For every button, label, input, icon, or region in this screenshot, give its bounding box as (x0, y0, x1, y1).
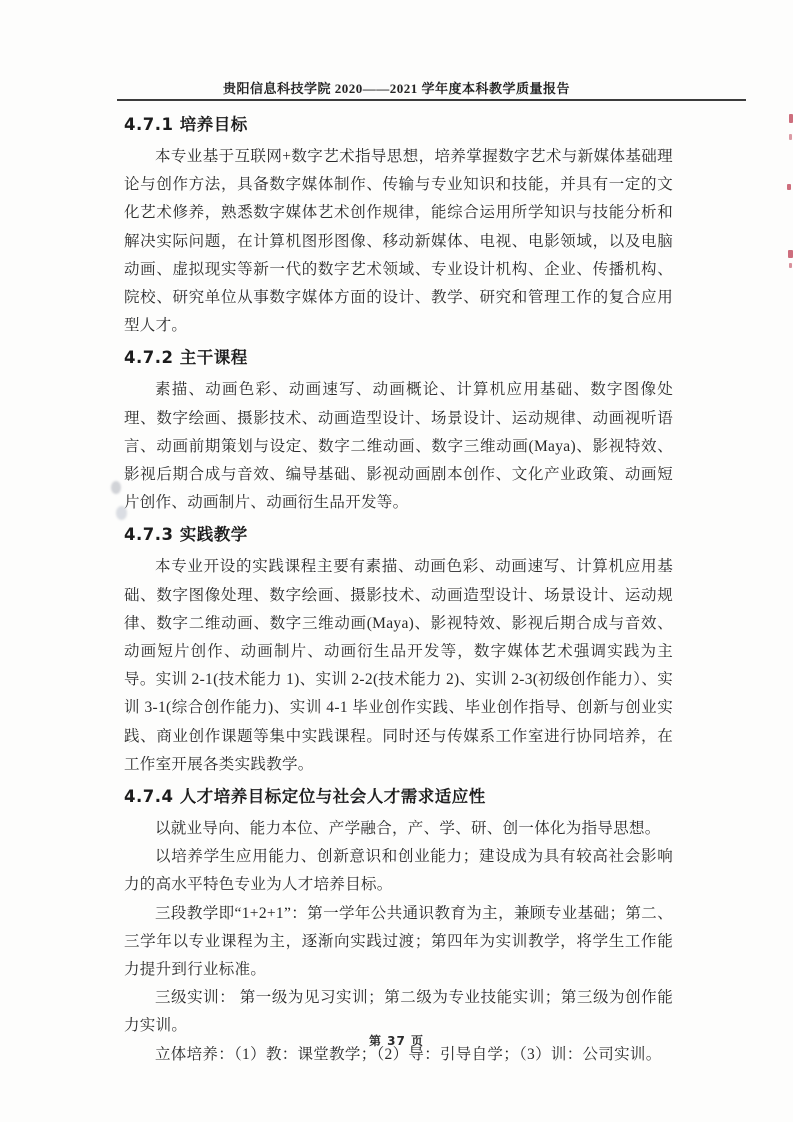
paragraph-guiding-principle: 以就业导向、能力本位、产学融合，产、学、研、创一体化为指导思想。 (155, 820, 661, 838)
red-ink-edge-mark (789, 114, 793, 123)
section-heading-4-7-4: 4.7.4 人才培养目标定位与社会人才需求适应性 (124, 787, 486, 807)
paragraph-three-level-training: 三级实训： 第一级为见习实训；第二级为专业技能实训；第三级为创作能力实训。 (124, 989, 673, 1035)
paragraph-training-objectives: 本专业基于互联网+数字艺术指导思想，培养掌握数字艺术与新媒体基础理论与创作方法，具备数字媒体制作、传输与专业知识和技能，并具有一定的文化艺术修养，熟悉数字媒体艺术创作规律，能综合运用所学知识与技能分析和解决实际问题，在计算机图形图像、移动新媒体、电视、电影领域，以及电脑动画、虚拟现实等新一代的数字艺术领域、专业设计机构、企业、传播机构、院校、研究单位从事数字媒体方面的设计、教学、研究和管理工作的复合应用型人才。 (124, 148, 673, 335)
paragraph-stereo-cultivation: 立体培养：（1）教：课堂教学；（2）导：引导自学；（3）训：公司实训。 (155, 1045, 662, 1063)
header-rule (117, 99, 746, 101)
red-ink-edge-mark (787, 184, 791, 190)
section-heading-4-7-1: 4.7.1 培养目标 (124, 115, 248, 134)
document-content (124, 114, 673, 1069)
red-ink-edge-mark (788, 250, 793, 258)
red-ink-edge-mark (789, 134, 792, 140)
page-header-title: 贵阳信息科技学院 2020——2021 学年度本科教学质量报告 (222, 81, 570, 96)
section-heading-4-7-2: 4.7.2 主干课程 (124, 348, 248, 368)
red-ink-edge-mark (789, 263, 792, 268)
paragraph-three-stage-teaching: 三段教学即“1+2+1”：第一学年公共通识教育为主，兼顾专业基础；第二、三学年以专业课程为主，逐渐向实践过渡；第四年为实训教学，将学生工作能力提升到行业标准。 (124, 904, 673, 979)
paragraph-training-goal: 以培养学生应用能力、创新意识和创业能力；建设成为具有较高社会影响力的高水平特色专业为人才培养目标。 (124, 848, 673, 894)
page-number: 第 37 页 (368, 1034, 425, 1048)
pencil-smudge (116, 506, 127, 520)
paragraph-practical-teaching: 本专业开设的实践课程主要有素描、动画色彩、动画速写、计算机应用基础、数字图像处理、数字绘画、摄影技术、动画造型设计、场景设计、运动规律、数字二维动画、数字三维动画(Maya)、影视特效、影视后期合成与音效、动画短片创作、动画制片、动画衍生品开发等，数字媒体艺术强调实践为主导。实训 2-1(技术能力 1)、实训 2-2(技术能力 2)、实训 2-3(初级创作能力）、实训 3-1(综合创作能力)、实训 4-1 毕业创作实践、毕业创作指导、创新与创业实践、商业创作课题等集中实践课程。同时还与传媒系工作室进行协同培养，在工作室开展各类实践教学。 (124, 558, 673, 773)
paragraph-main-courses: 素描、动画色彩、动画速写、动画概论、计算机应用基础、数字图像处理、数字绘画、摄影技术、动画造型设计、场景设计、运动规律、动画视听语言、动画前期策划与设定、数字二维动画、数字三维动画(Maya)、影视特效、影视后期合成与音效、编导基础、影视动画剧本创作、文化产业政策、动画短片创作、动画制片、动画衍生品开发等。 (124, 381, 673, 512)
section-heading-4-7-3: 4.7.3 实践教学 (124, 525, 248, 545)
pencil-smudge (111, 481, 121, 494)
